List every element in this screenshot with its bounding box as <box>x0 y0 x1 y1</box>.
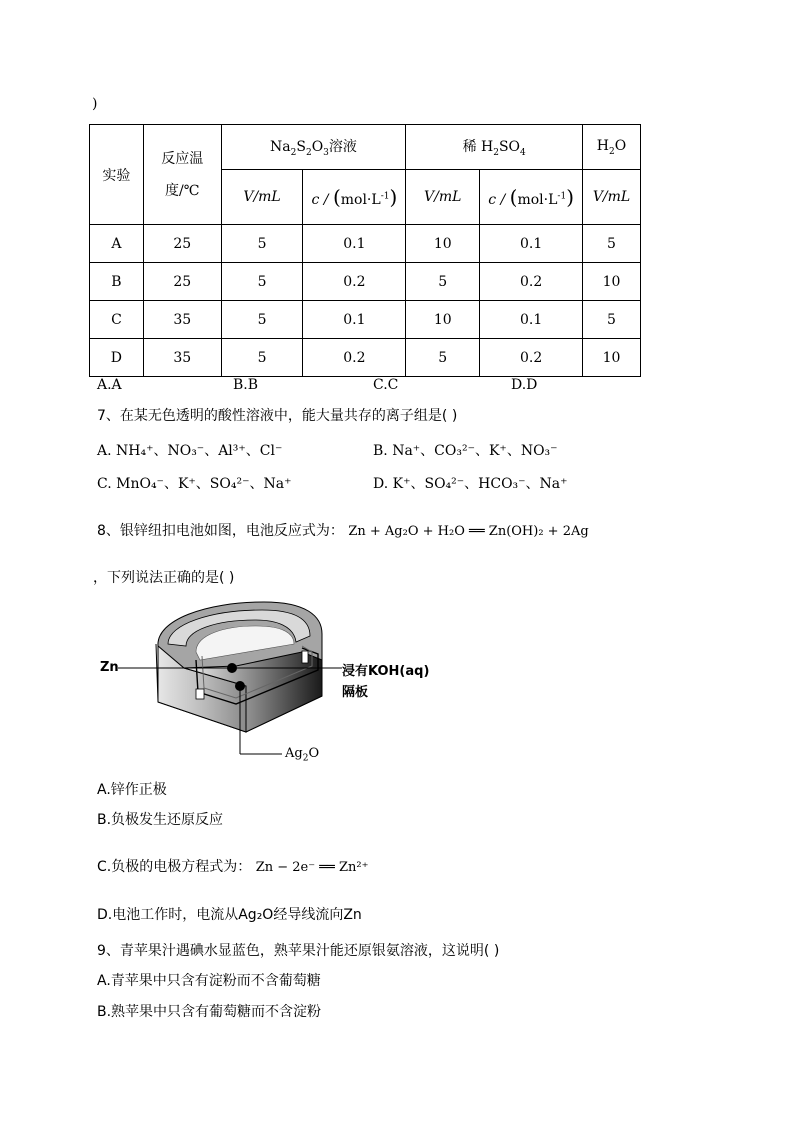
q7-option-d[interactable]: D. K⁺、SO₄²⁻、HCO₃⁻、Na⁺ <box>373 476 568 492</box>
table-cell: 5 <box>221 301 303 339</box>
table-cell: 0.1 <box>303 225 406 263</box>
label-koh: 浸有KOH(aq) <box>342 664 430 679</box>
q7-option-b[interactable]: B. Na⁺、CO₃²⁻、K⁺、NO₃⁻ <box>373 443 558 459</box>
header-temperature: 反应温 度/℃ <box>143 125 221 225</box>
table-row <box>90 225 641 263</box>
table-cell: 0.2 <box>303 263 406 301</box>
table-cell: 5 <box>583 301 641 339</box>
table-cell: C <box>90 301 144 339</box>
table-cell: 0.1 <box>303 301 406 339</box>
q8-option-d[interactable]: D.电池工作时，电流从Ag₂O经导线流向Zn <box>97 907 362 923</box>
subheader-concentration: $c / (mol\cdot L^{-1})$ <box>303 170 406 225</box>
table-cell: 0.1 <box>480 225 583 263</box>
header-experiment: 实验 <box>90 125 144 225</box>
q8-stem-continued: ，下列说法正确的是( ) <box>93 570 235 586</box>
q9-stem: 9、青苹果汁遇碘水显蓝色，熟苹果汁能还原银氨溶液，这说明( ) <box>97 943 500 959</box>
table-cell: 0.2 <box>480 263 583 301</box>
experiment-table <box>89 124 641 377</box>
table-row <box>90 301 641 339</box>
q8-option-b[interactable]: B.负极发生还原反应 <box>97 812 224 828</box>
table-cell: 25 <box>143 263 221 301</box>
table-cell: A <box>90 225 144 263</box>
header-water: $H_2O$ <box>583 125 641 170</box>
q6-option-c[interactable]: C.C <box>373 377 399 393</box>
button-cell-diagram <box>96 594 436 769</box>
label-zn: Zn <box>100 660 119 675</box>
table-cell: 10 <box>583 339 641 377</box>
label-separator: 隔板 <box>342 685 369 700</box>
q7-option-c[interactable]: C. MnO₄⁻、K⁺、SO₄²⁻、Na⁺ <box>97 476 292 492</box>
table-cell: 5 <box>406 339 480 377</box>
label-ag2o: $Ag_2O$ <box>285 746 320 764</box>
q6-option-d[interactable]: D.D <box>511 377 538 393</box>
table-cell: B <box>90 263 144 301</box>
subheader-concentration: $c / (mol\cdot L^{-1})$ <box>480 170 583 225</box>
table-cell: 35 <box>143 339 221 377</box>
table-cell: 10 <box>406 301 480 339</box>
header-na2s2o3: $Na_2S_2O_3$溶液 <box>221 125 406 170</box>
table-cell: 25 <box>143 225 221 263</box>
q8-stem: 8、银锌纽扣电池如图，电池反应式为： Zn + Ag₂O + H₂O ══ Zn(OH)₂ + 2Ag <box>97 523 589 539</box>
table-cell: 0.1 <box>480 301 583 339</box>
q7-stem: 7、在某无色透明的酸性溶液中，能大量共存的离子组是( ) <box>97 408 458 424</box>
q8-option-c[interactable]: C.负极的电极方程式为： Zn − 2e⁻ ══ Zn²⁺ <box>97 859 369 875</box>
q9-option-b[interactable]: B.熟苹果中只含有葡萄糖而不含淀粉 <box>97 1004 322 1020</box>
q6-option-a[interactable]: A.A <box>97 377 122 393</box>
table-row <box>90 339 641 377</box>
table-cell: 10 <box>583 263 641 301</box>
table-cell: D <box>90 339 144 377</box>
table-cell: 5 <box>221 263 303 301</box>
q8-option-a[interactable]: A.锌作正极 <box>97 782 167 798</box>
table-cell: 5 <box>221 225 303 263</box>
table-cell: 35 <box>143 301 221 339</box>
table-cell: 5 <box>221 339 303 377</box>
subheader-volume: V/mL <box>583 170 641 225</box>
top-paren: ) <box>92 96 98 112</box>
subheader-volume: V/mL <box>221 170 303 225</box>
table-cell: 0.2 <box>303 339 406 377</box>
table-cell: 0.2 <box>480 339 583 377</box>
q9-option-a[interactable]: A.青苹果中只含有淀粉而不含葡萄糖 <box>97 973 321 989</box>
table-cell: 5 <box>583 225 641 263</box>
table-cell: 10 <box>406 225 480 263</box>
q6-option-b[interactable]: B.B <box>233 377 259 393</box>
subheader-volume: V/mL <box>406 170 480 225</box>
q7-option-a[interactable]: A. NH₄⁺、NO₃⁻、Al³⁺、Cl⁻ <box>97 443 283 459</box>
header-h2so4: 稀 $H_2SO_4$ <box>406 125 583 170</box>
table-row <box>90 263 641 301</box>
table-cell: 5 <box>406 263 480 301</box>
